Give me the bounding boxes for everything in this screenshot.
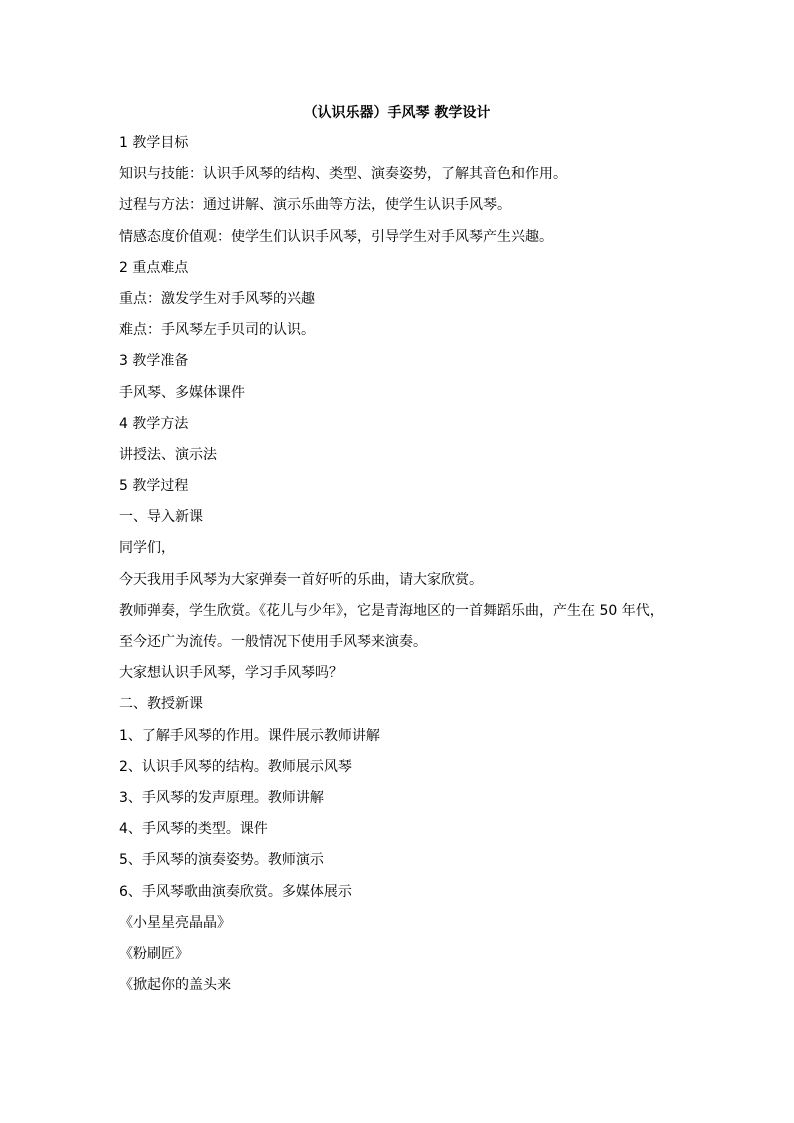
subheading-introduction: 一、导入新课 [119, 509, 203, 526]
paragraph-performance-intro: 今天我用手风琴为大家弹奏一首好听的乐曲，请大家欣赏。 [119, 571, 483, 588]
subheading-new-lesson: 二、教授新课 [119, 696, 203, 713]
list-item: 1、了解手风琴的作用。课件展示教师讲解 [119, 727, 380, 744]
paragraph-emotion-values: 情感态度价值观：使学生们认识手风琴，引导学生对手风琴产生兴趣。 [119, 228, 553, 245]
list-item: 6、手风琴歌曲演奏欣赏。多媒体展示 [119, 883, 352, 900]
section-heading-objectives: 1 教学目标 [119, 135, 189, 151]
list-item: 2、认识手风琴的结构。教师展示风琴 [119, 758, 352, 775]
list-item: 3、手风琴的发声原理。教师讲解 [119, 789, 324, 806]
paragraph-performance-detail: 教师弹奏，学生欣赏。《花儿与少年》，它是青海地区的一首舞蹈乐曲，产生在 50 年代， [119, 602, 664, 619]
document-body [119, 131, 719, 1004]
section-heading-preparation: 3 教学准备 [119, 353, 189, 370]
song-title: 《小星星亮晶晶》 [119, 914, 231, 931]
section-heading-process: 5 教学过程 [119, 478, 189, 495]
list-item: 5、手风琴的演奏姿势。教师演示 [119, 852, 324, 869]
section-heading-methods: 4 教学方法 [119, 415, 189, 432]
paragraph-knowledge-skills: 知识与技能：认识手风琴的结构、类型、演奏姿势，了解其音色和作用。 [119, 166, 567, 183]
paragraph-question: 大家想认识手风琴，学习手风琴吗？ [119, 665, 343, 682]
list-item: 4、手风琴的类型。课件 [119, 821, 268, 838]
paragraph-difficulty: 难点：手风琴左手贝司的认识。 [119, 322, 315, 339]
song-title: 《掀起你的盖头来 [119, 977, 231, 994]
section-heading-key-points: 2 重点难点 [119, 259, 189, 276]
paragraph-methods: 讲授法、演示法 [119, 446, 217, 463]
paragraph-process-methods: 过程与方法：通过讲解、演示乐曲等方法，使学生认识手风琴。 [119, 197, 511, 214]
song-title: 《粉刷匠》 [119, 945, 189, 962]
paragraph-performance-detail-cont: 至今还广为流传。一般情况下使用手风琴来演奏。 [119, 634, 427, 650]
document-title: （认识乐器）手风琴 教学设计 [303, 105, 491, 121]
paragraph-key-point: 重点：激发学生对手风琴的兴趣 [119, 290, 315, 307]
paragraph-preparation: 手风琴、多媒体课件 [119, 384, 245, 401]
paragraph-greeting: 同学们， [119, 540, 175, 557]
